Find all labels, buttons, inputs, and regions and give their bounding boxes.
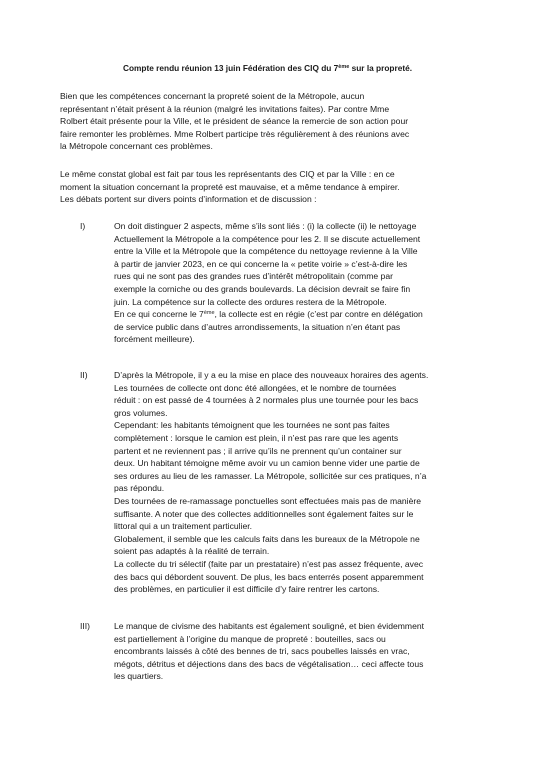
section-line: Le manque de civisme des habitants est également souligné, et bien évidemment — [114, 621, 425, 631]
paragraph-line: Les débats portent sur divers points d’information et de discussion : — [60, 194, 317, 205]
section-line: des bacs qui débordent souvent. De plus, les bacs enterrés posent apparemment — [114, 571, 424, 582]
section-line: pas répondu. — [114, 483, 165, 494]
section-numeral-2: II) — [80, 370, 88, 380]
section-2-text — [114, 369, 514, 596]
section-line: Des tournées de re-ramassage ponctuelles sont effectuées mais pas de manière — [114, 495, 421, 506]
section-line: réduit : on est passé de 4 tournées à 2 normales plus une tournée pour les bacs — [114, 395, 419, 406]
section-line: à partir de janvier 2023, en ce qui concerne la « petite voirie » c’est-à-dire les — [114, 258, 408, 269]
section-line-superscript — [114, 308, 514, 321]
paragraph-line: moment la situation concernant la propreté est mauvaise, et a même tendance à empirer. — [60, 181, 400, 192]
line-superscript: ème — [203, 310, 215, 317]
section-line: complètement : lorsque le camion est plein, il n’est pas rare que les agents — [114, 432, 399, 443]
section-line: entre la Ville et la Métropole que la compétence du nettoyage revienne à la Ville — [114, 246, 418, 257]
section-line: gros volumes. — [114, 407, 168, 418]
constat-paragraph — [60, 168, 480, 206]
section-line: partent et ne reviennent pas ; il arrive qu’ils ne prennent qu’un container sur — [114, 445, 402, 456]
section-line: de service public dans d’autres arrondissements, la situation n’en étant pas — [114, 321, 401, 332]
line-text-end: , la collecte est en régie (c’est par contre en délégation — [214, 309, 423, 320]
document-title — [0, 62, 535, 74]
section-numeral-1: I) — [80, 221, 86, 231]
paragraph-line: la Métropole concernant ces problèmes. — [60, 141, 213, 152]
section-line: deux. Un habitant témoigne même avoir vu un camion benne vider une partie de — [114, 458, 420, 469]
section-line: littoral qui a un traitement particulier. — [114, 521, 253, 532]
section-line: Actuellement la Métropole a la compétence pour les 2. Il se discute actuellement — [114, 233, 421, 244]
paragraph-line: Rolbert était présente pour la Ville, et le président de séance la remercie de son action pour — [60, 116, 409, 127]
intro-paragraph — [60, 90, 480, 153]
line-text: En ce qui concerne le 7 — [114, 309, 204, 320]
section-line: exemple la corniche ou des grands boulevards. La décision devrait se faire fin — [114, 283, 411, 294]
section-numeral-3: III) — [80, 621, 91, 631]
section-line: D’après la Métropole, il y a eu la mise en place des nouveaux horaires des agents. — [114, 370, 429, 380]
section-line: est partiellement à l’origine du manque de propreté : bouteilles, sacs ou — [114, 633, 386, 644]
paragraph-line: Le même constat global est fait par tous les représentants des CIQ et par la Ville : en ce — [60, 169, 395, 179]
section-line: encombrants laissés à côté des bennes de tri, sacs poubelles laissés en vrac, — [114, 646, 410, 657]
section-line: mégots, détritus et déjections dans des bacs de végétalisation… ceci affecte tous — [114, 658, 424, 669]
section-line: Globalement, il semble que les calculs faits dans les bureaux de la Métropole ne — [114, 533, 420, 544]
title-text: Compte rendu réunion 13 juin Fédération des CIQ du 7 — [122, 63, 339, 73]
section-line: soient pas adaptés à la réalité de terrain. — [114, 546, 270, 557]
section-line: juin. La compétence sur la collecte des ordures restera de la Métropole. — [114, 296, 387, 307]
paragraph-line: Bien que les compétences concernant la propreté soient de la Métropole, aucun — [60, 91, 365, 101]
title-text-end: sur la propreté. — [349, 63, 413, 73]
section-line: La collecte du tri sélectif (faite par un prestataire) n’est pas assez fréquente, avec — [114, 558, 424, 569]
section-line: rues qui ne sont pas des grandes rues d’intérêt métropolitain (comme par — [114, 271, 393, 282]
section-3-text — [114, 620, 514, 683]
section-line: les quartiers. — [114, 671, 164, 682]
section-1-text — [114, 220, 514, 346]
paragraph-line: représentant n’était présent à la réunion (malgré les invitations faites). Par contre Mme — [60, 103, 390, 114]
paragraph-line: faire remonter les problèmes. Mme Rolbert participe très régulièrement à des réunions avec — [60, 128, 410, 139]
section-line: forcément meilleure). — [114, 334, 195, 345]
section-line: Les tournées de collecte ont donc été allongées, et le nombre de tournées — [114, 382, 397, 393]
section-line: Cependant: les habitants témoignent que les tournées ne sont pas faites — [114, 420, 390, 431]
section-line: des problèmes, en particulier il est difficile d’y faire rentrer les cartons. — [114, 584, 380, 595]
section-line: On doit distinguer 2 aspects, même s’ils sont liés : (i) la collecte (ii) le nettoyage — [114, 221, 417, 231]
section-line: suffisante. A noter que des collectes additionnelles sont également faites sur le — [114, 508, 414, 519]
section-line: ses ordures au lieu de les ramasser. La Métropole, sollicitée sur ces pratiques, n’a — [114, 470, 427, 481]
title-superscript: ème — [338, 64, 350, 70]
